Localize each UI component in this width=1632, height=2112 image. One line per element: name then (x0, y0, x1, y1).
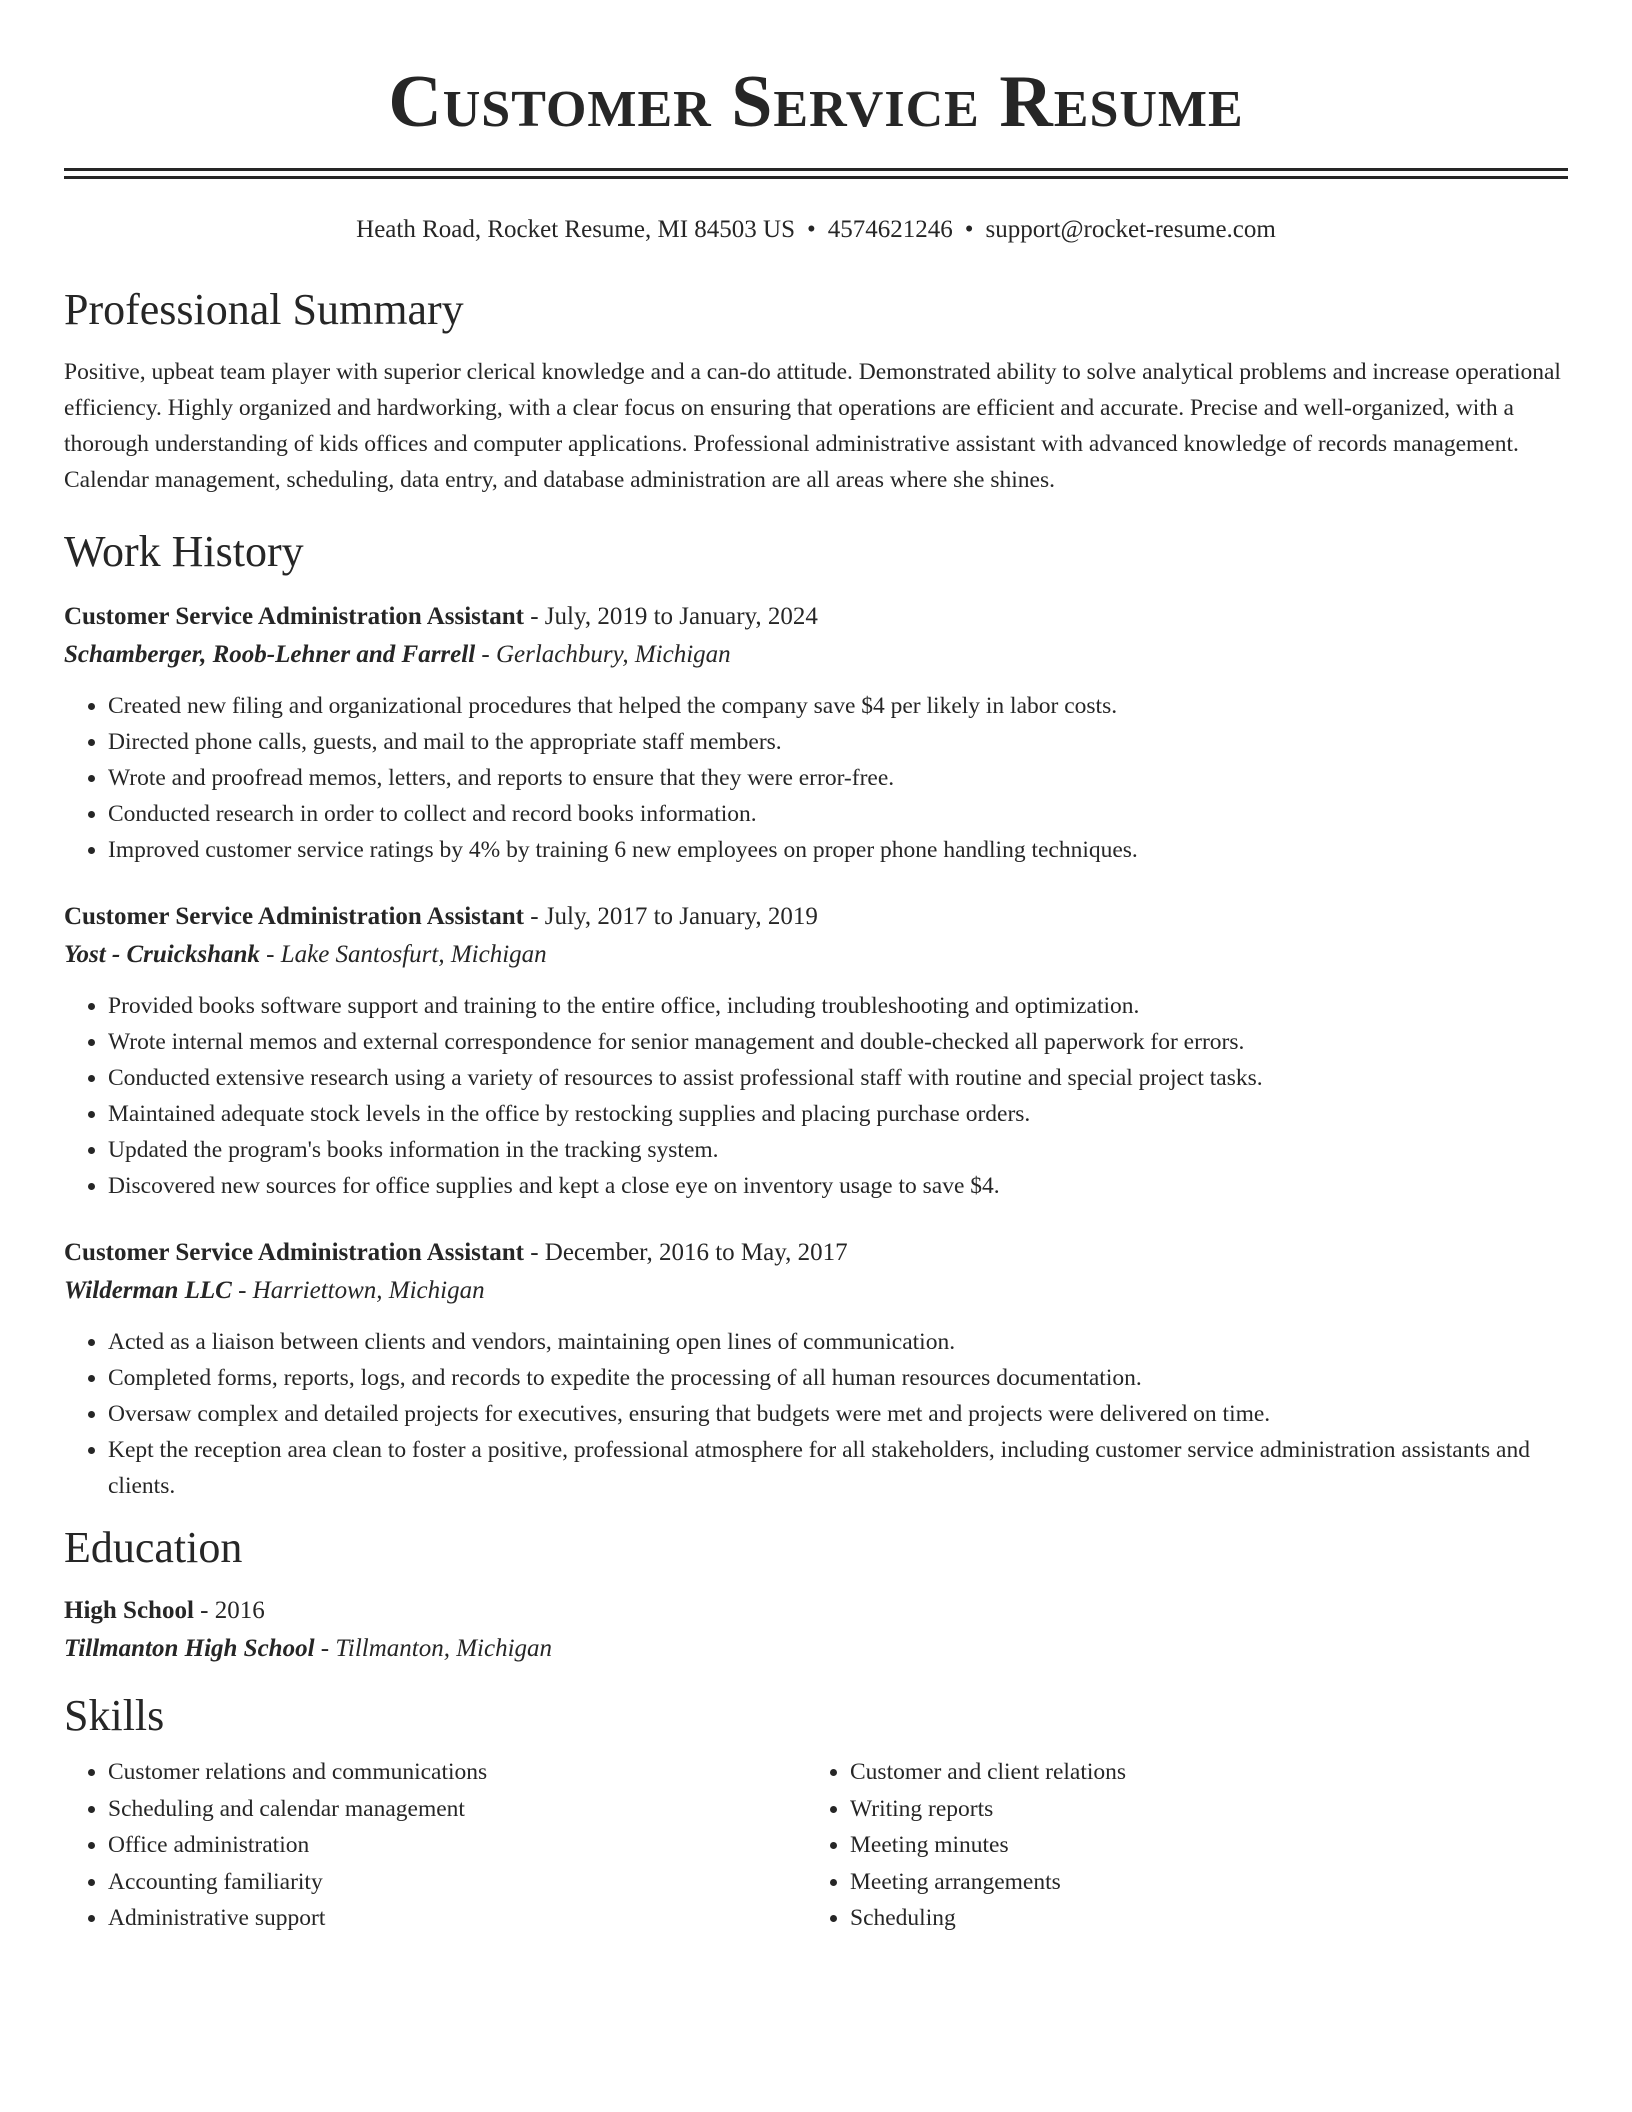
contact-phone: 4574621246 (827, 216, 953, 243)
job-dates: - December, 2016 to May, 2017 (530, 1239, 848, 1266)
skills-list-right (806, 1754, 1548, 1937)
education-entry (64, 1592, 1568, 1668)
job-bullets (64, 988, 1568, 1204)
skill-item: • Meeting minutes (850, 1827, 1548, 1864)
job-bullet-item: • Wrote and proofread memos, letters, and reports to ensure that they were error-free. (108, 760, 1568, 796)
title-double-rule (64, 168, 1568, 179)
education-degree-line (64, 1592, 1568, 1630)
work-history-list (64, 598, 1568, 1504)
job-location: - Lake Santosfurt, Michigan (266, 941, 547, 968)
job-bullet-item: • Acted as a liaison between clients and vendors, maintaining open lines of communication. (108, 1324, 1568, 1360)
contact-address: Heath Road, Rocket Resume, MI 84503 US (356, 216, 795, 243)
contact-separator: • (964, 216, 974, 243)
job-bullet-item: • Maintained adequate stock levels in the office by restocking supplies and placing purchase orders. (108, 1096, 1568, 1132)
job-title-line (64, 1234, 1568, 1272)
job-company-line (64, 1272, 1568, 1310)
job-title-line (64, 598, 1568, 636)
education-school: Tillmanton High School (64, 1635, 315, 1662)
job-role: Customer Service Administration Assistant (64, 1239, 524, 1266)
job-role: Customer Service Administration Assistant (64, 603, 524, 630)
education-school-line (64, 1630, 1568, 1668)
job-location: - Harriettown, Michigan (238, 1277, 485, 1304)
job-bullet-item: • Directed phone calls, guests, and mail to the appropriate staff members. (108, 724, 1568, 760)
skills-heading: Skills (64, 1691, 165, 1740)
summary-text: Positive, upbeat team player with superior clerical knowledge and a can-do attitude. Demonstrated ability to solve analytical problems and increase operational efficiency. Highly organized and hardworking, with a clear focus on ensuring that operations are efficient and accurate. Precise and well-organized, with a thorough understanding of kids offices and computer applications. Professional administrative assistant with advanced knowledge of records management. Calendar management, scheduling, data entry, and database administration are all areas where she shines. (64, 359, 1561, 493)
skill-item: • Customer and client relations (850, 1754, 1548, 1791)
education-heading: Education (64, 1523, 243, 1572)
skill-item: • Customer relations and communications (108, 1754, 806, 1791)
job-bullet-item: • Conducted research in order to collect and record books information. (108, 796, 1568, 832)
job-bullets (64, 1324, 1568, 1504)
job-company: Schamberger, Roob-Lehner and Farrell (64, 641, 476, 668)
job-dates: - July, 2019 to January, 2024 (530, 603, 818, 630)
job-entry (64, 1234, 1568, 1504)
job-entry (64, 898, 1568, 1204)
job-role: Customer Service Administration Assistant (64, 903, 524, 930)
skill-item: • Scheduling (850, 1900, 1548, 1937)
resume-title: Customer Service Resume (388, 61, 1244, 143)
education-degree: High School (64, 1597, 194, 1624)
job-entry (64, 598, 1568, 868)
skills-list-left (64, 1754, 806, 1937)
job-company: Yost - Cruickshank (64, 941, 260, 968)
skill-item: • Accounting familiarity (108, 1864, 806, 1901)
job-bullet-item: • Created new filing and organizational procedures that helped the company save $4 per likely in labor costs. (108, 688, 1568, 724)
job-bullet-item: • Completed forms, reports, logs, and records to expedite the processing of all human resources documentation. (108, 1360, 1568, 1396)
job-company-line (64, 936, 1568, 974)
contact-email: support@rocket-resume.com (985, 216, 1276, 243)
skills-columns (64, 1754, 1568, 1937)
skill-item: • Administrative support (108, 1900, 806, 1937)
job-bullet-item: • Oversaw complex and detailed projects for executives, ensuring that budgets were met and projects were delivered on time. (108, 1396, 1568, 1432)
skill-item: • Meeting arrangements (850, 1864, 1548, 1901)
contact-line (64, 214, 1568, 246)
skill-item: • Office administration (108, 1827, 806, 1864)
job-bullet-item: • Kept the reception area clean to foster a positive, professional atmosphere for all stakeholders, including customer service administration assistants and clients. (108, 1432, 1568, 1504)
job-bullet-item: • Updated the program's books information in the tracking system. (108, 1132, 1568, 1168)
work-history-heading: Work History (64, 527, 304, 576)
job-bullet-item: • Wrote internal memos and external correspondence for senior management and double-checked all paperwork for errors. (108, 1024, 1568, 1060)
job-bullets (64, 688, 1568, 868)
job-bullet-item: • Discovered new sources for office supplies and kept a close eye on inventory usage to save $4. (108, 1168, 1568, 1204)
education-year: - 2016 (200, 1597, 265, 1624)
skill-item: • Scheduling and calendar management (108, 1791, 806, 1828)
job-bullet-item: • Provided books software support and training to the entire office, including troubleshooting and optimization. (108, 988, 1568, 1024)
skill-item: • Writing reports (850, 1791, 1548, 1828)
job-bullet-item: • Improved customer service ratings by 4% by training 6 new employees on proper phone handling techniques. (108, 832, 1568, 868)
summary-heading: Professional Summary (64, 285, 464, 334)
job-dates: - July, 2017 to January, 2019 (530, 903, 818, 930)
education-location: - Tillmanton, Michigan (320, 1635, 553, 1662)
job-bullet-item: • Conducted extensive research using a variety of resources to assist professional staff with routine and special project tasks. (108, 1060, 1568, 1096)
job-company-line (64, 636, 1568, 674)
job-company: Wilderman LLC (64, 1277, 232, 1304)
job-title-line (64, 898, 1568, 936)
job-location: - Gerlachbury, Michigan (481, 641, 731, 668)
contact-separator: • (807, 216, 816, 243)
